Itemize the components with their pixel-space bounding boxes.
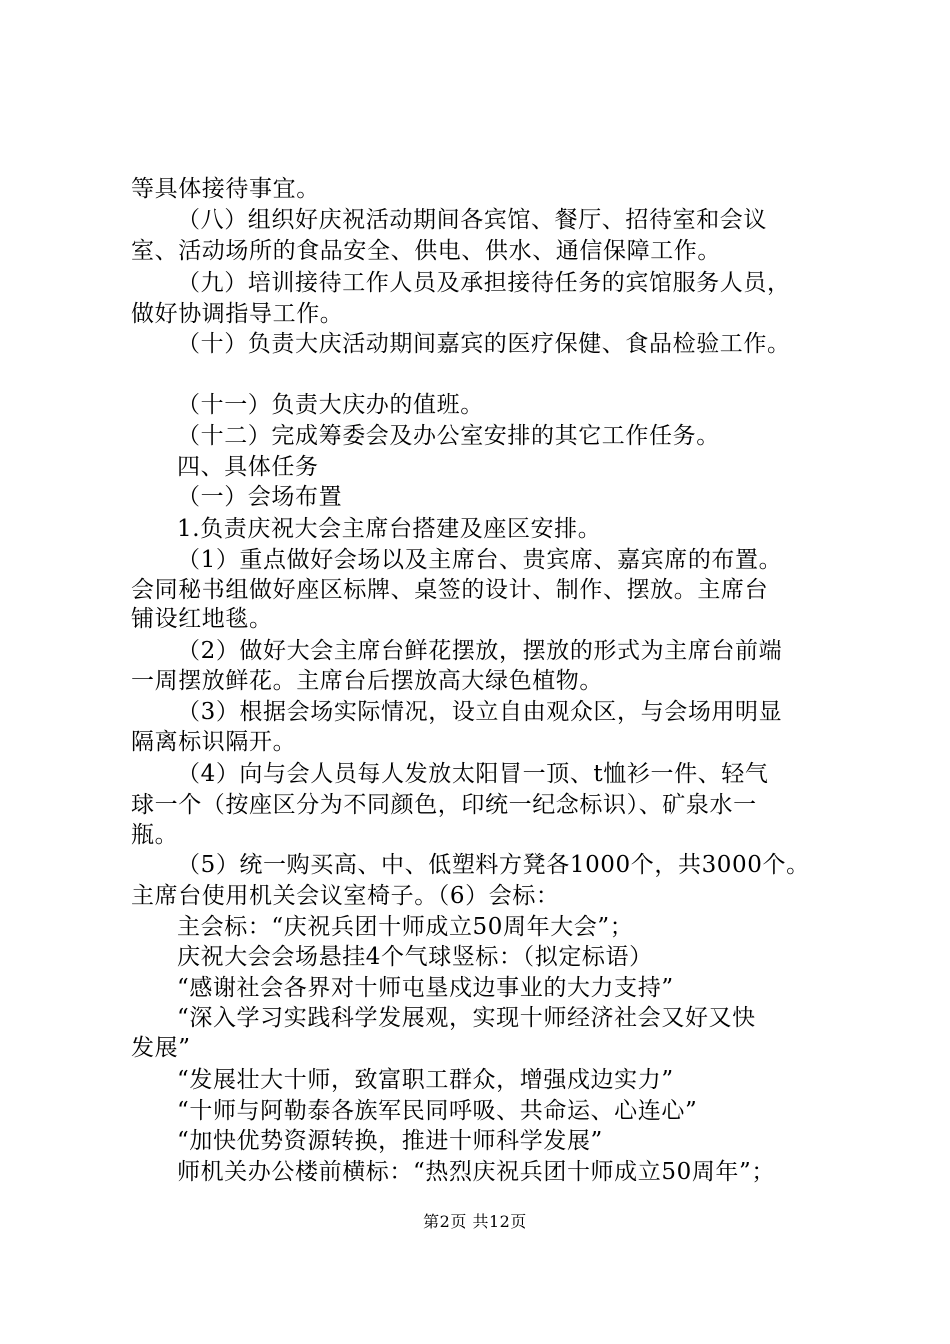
text-line: 隔离标识隔开。 bbox=[131, 729, 297, 755]
page-number-footer: 第2页 共12页 bbox=[423, 1212, 527, 1231]
text-line: 主席台使用机关会议室椅子。（6）会标： bbox=[131, 883, 560, 909]
text-line: 主会标：“庆祝兵团十师成立50周年大会”； bbox=[177, 914, 634, 940]
text-line: 球一个（按座区分为不同颜色，印统一纪念标识）、矿泉水一 bbox=[131, 792, 757, 818]
slogan-line: “加快优势资源转换，推进十师科学发展” bbox=[177, 1128, 603, 1154]
slogan-line: 发展” bbox=[131, 1035, 191, 1061]
text-line: 师机关办公楼前横标：“热烈庆祝兵团十师成立50周年”； bbox=[177, 1159, 775, 1185]
slogan-line: “深入学习实践科学发展观，实现十师经济社会又好又快 bbox=[177, 1005, 756, 1031]
text-line: 铺设红地毯。 bbox=[131, 606, 273, 632]
text-line: （4）向与会人员每人发放太阳冒一顶、t恤衫一件、轻气 bbox=[177, 761, 769, 787]
text-line: 等具体接待事宜。 bbox=[131, 176, 320, 202]
section-heading: 四、具体任务 bbox=[177, 454, 319, 480]
text-line: （九）培训接待工作人员及承担接待任务的宾馆服务人员， bbox=[177, 270, 791, 296]
text-line: 室、活动场所的食品安全、供电、供水、通信保障工作。 bbox=[131, 238, 721, 264]
subsection-heading: （一）会场布置 bbox=[177, 484, 343, 510]
text-line: 会同秘书组做好座区标牌、桌签的设计、制作、摆放。主席台 bbox=[131, 577, 769, 603]
text-line: （十一）负责大庆办的值班。 bbox=[177, 392, 484, 418]
text-line: （八）组织好庆祝活动期间各宾馆、餐厅、招待室和会议 bbox=[177, 207, 767, 233]
text-line: 庆祝大会会场悬挂4个气球竖标：（拟定标语） bbox=[177, 944, 653, 970]
text-line: （十）负责大庆活动期间嘉宾的医疗保健、食品检验工作。 bbox=[177, 331, 791, 357]
slogan-line: “十师与阿勒泰各族军民同呼吸、共命运、心连心” bbox=[177, 1098, 698, 1124]
text-line: （十二）完成筹委会及办公室安排的其它工作任务。 bbox=[177, 423, 720, 449]
text-line: 瓶。 bbox=[131, 822, 179, 848]
text-line: 一周摆放鲜花。主席台后摆放高大绿色植物。 bbox=[131, 668, 603, 694]
text-line: 做好协调指导工作。 bbox=[131, 301, 344, 327]
text-line: （5）统一购买高、中、低塑料方凳各1000个，共3000个。 bbox=[177, 852, 810, 878]
text-line: 1.负责庆祝大会主席台搭建及座区安排。 bbox=[177, 516, 602, 542]
slogan-line: “感谢社会各界对十师屯垦戍边事业的大力支持” bbox=[177, 975, 674, 1001]
text-line: （1）重点做好会场以及主席台、贵宾席、嘉宾席的布置。 bbox=[177, 547, 783, 573]
slogan-line: “发展壮大十师，致富职工群众，增强戍边实力” bbox=[177, 1067, 674, 1093]
text-line: （2）做好大会主席台鲜花摆放，摆放的形式为主席台前端 bbox=[177, 638, 783, 664]
text-line: （3）根据会场实际情况，设立自由观众区，与会场用明显 bbox=[177, 699, 783, 725]
